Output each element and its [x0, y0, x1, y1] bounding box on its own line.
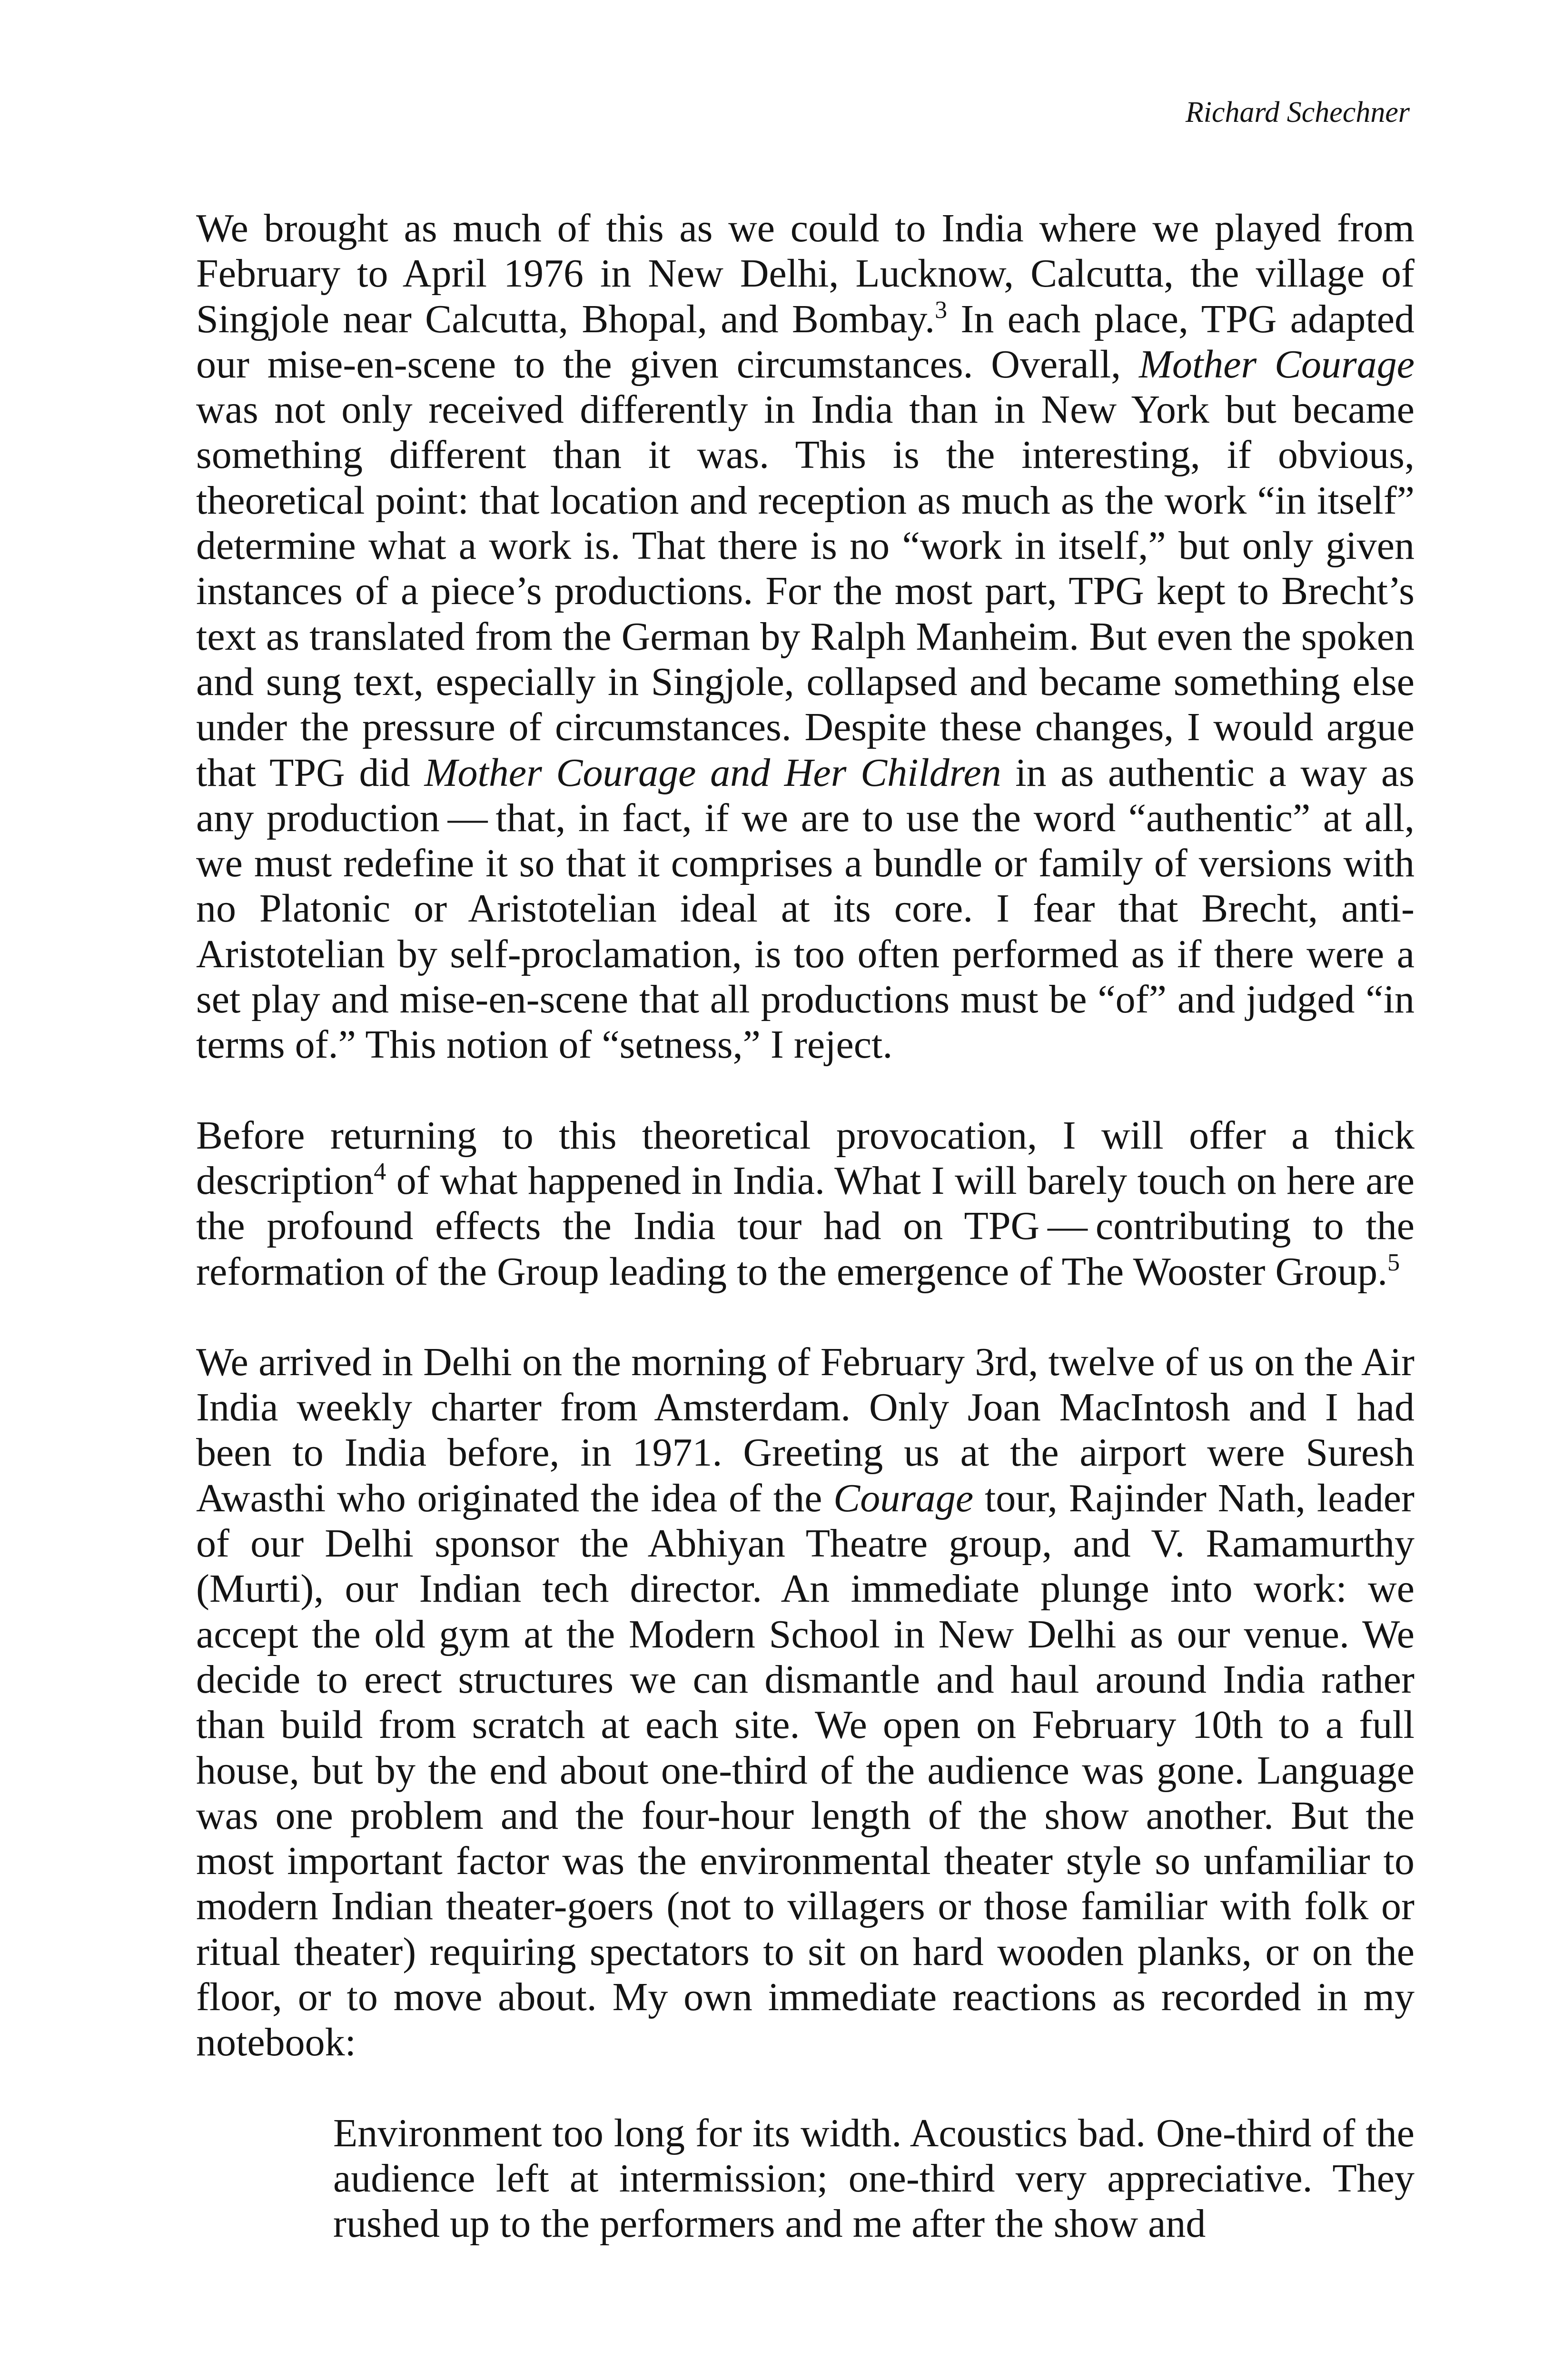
text-run: tour, Rajinder Nath, leader of our Delhi sponsor the Abhiyan Theatre group, and V. Ramamurthy (Murti), our Indian tech director. An immediate plunge into work: we accept the old gym at the Modern School in New Delhi as our venue. We decide to erect structures we can dismantle and haul around India rather than build from scratch at each site. We open on February 10th to a full house, but by the end about one-third of the audience was gone. Language was one problem and the four-hour length of the show another. But the most important factor was the environmental theater style so unfamiliar to modern Indian theater-goers (not to villagers or those familiar with folk or ritual theater) requiring spectators to sit on hard wooden planks, or on the floor, or to move about. My own immediate reactions as recorded in my notebook:: [196, 1476, 1415, 2065]
running-head: Richard Schechner: [1185, 96, 1410, 129]
text-run: In each place, TPG adapted our mise-en-scene to the given circumstances. Overall,: [196, 297, 1415, 387]
italic-title: Courage: [833, 1476, 974, 1520]
text-run: We brought as much of this as we could to India where we played from February to April 1976 in New Delhi, Lucknow, Calcutta, the village of Singjole near Calcutta, Bhopal, and Bombay.: [196, 206, 1415, 341]
text-run: Environment too long for its width. Acoustics bad. One-third of the audience left at intermission; one-third very appreciative. They rushed up to the performers and me after the show and: [333, 2111, 1415, 2246]
italic-title: Mother Courage: [1138, 342, 1415, 387]
text-run: was not only received differently in India than in New York but became something different than it was. This is the interesting, if obvious, theoretical point: that location and reception as much as the work “in itself” determine what a work is. That there is no “work in itself,” but only given instances of a piece’s productions. For the most part, TPG kept to Brecht’s text as translated from the German by Ralph Manheim. But even the spoken and sung text, especially in Singjole, collapsed and became something else under the pressure of circumstances. Despite these changes, I would argue that TPG did: [196, 387, 1415, 795]
footnote-ref-5[interactable]: 5: [1387, 1249, 1400, 1276]
paragraph: [196, 206, 1415, 1068]
body-text: [196, 206, 1415, 2246]
italic-title: Mother Courage and Her Children: [424, 750, 1001, 795]
footnote-ref-3[interactable]: 3: [935, 296, 948, 324]
text-run: in as authentic a way as any production — that, in fact, if we are to use the word “authentic” at all, we must redefine it so that it comprises a bundle or family of versions with no Platonic or Aristotelian ideal at its core. I fear that Brecht, anti-Aristotelian by self-proclamation, is too often performed as if there were a set play and mise-en-scene that all productions must be “of” and judged “in terms of.” This notion of “setness,” I reject.: [196, 750, 1415, 1067]
text-run: We arrived in Delhi on the morning of February 3rd, twelve of us on the Air India weekly charter from Amsterdam. Only Joan MacIntosh and I had been to India before, in 1971. Greeting us at the airport were Suresh Awasthi who originated the idea of the: [196, 1339, 1415, 1520]
text-run: Before returning to this theoretical provocation, I will offer a thick description: [196, 1113, 1415, 1203]
paragraph: [196, 1339, 1415, 2065]
block-quote: [333, 2111, 1415, 2247]
text-run: of what happened in India. What I will barely touch on here are the profound effects the India tour had on TPG — contributing to the reformation of the Group leading to the emergence of The Wooster Group.: [196, 1158, 1415, 1294]
paragraph: [196, 1113, 1415, 1294]
footnote-ref-4[interactable]: 4: [374, 1158, 386, 1185]
